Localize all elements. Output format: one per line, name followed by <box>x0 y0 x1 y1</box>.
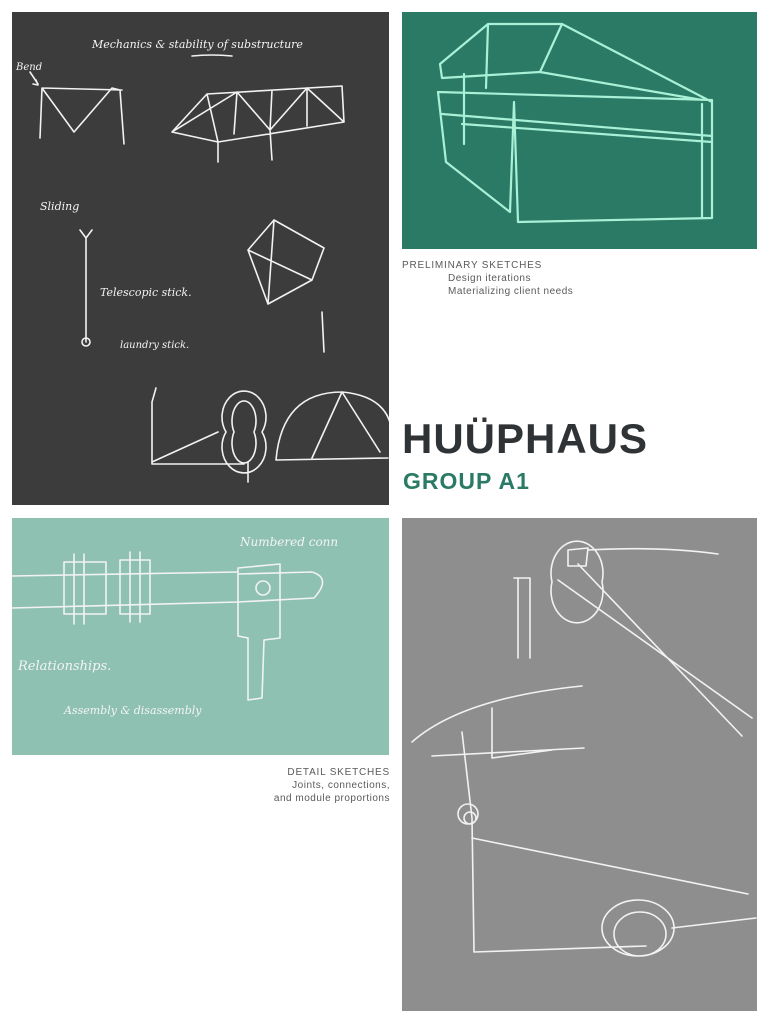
caption-preliminary-line-1: Design iterations <box>448 273 531 284</box>
sketch-panel-preliminary <box>402 12 757 249</box>
caption-detail-heading: DETAIL SKETCHES <box>287 767 390 778</box>
preliminary-sketch-drawing <box>402 12 757 249</box>
caption-detail-line-2: and module proportions <box>273 793 390 804</box>
caption-preliminary <box>402 259 573 298</box>
joint-sketch-drawing <box>12 518 389 755</box>
group-subtitle: GROUP A1 <box>403 468 530 494</box>
caption-preliminary-line-2: Materializing client needs <box>448 286 574 297</box>
note-bend: Bend <box>16 62 43 73</box>
caption-preliminary-heading: PRELIMINARY SKETCHES <box>402 260 543 271</box>
page-title: HUÜPHAUS <box>402 415 649 462</box>
note-numbered: Numbered conn <box>240 535 339 549</box>
note-laundry: laundry stick. <box>120 340 190 351</box>
sketch-panel-substructure <box>12 12 389 505</box>
sketch-panel-joints <box>12 518 389 755</box>
caption-detail <box>170 766 390 805</box>
substructure-sketch-drawing <box>12 12 389 505</box>
note-assembly: Assembly & disassembly <box>64 704 202 717</box>
caption-detail-line-1: Joints, connections, <box>292 780 390 791</box>
note-mechanics: Mechanics & stability of substructure <box>92 38 303 51</box>
module-sketch-drawing <box>402 518 757 1011</box>
note-relationships: Relationships. <box>18 659 112 674</box>
sketch-panel-module <box>402 518 757 1011</box>
note-telescopic: Telescopic stick. <box>100 286 192 299</box>
note-sliding: Sliding <box>40 200 80 213</box>
